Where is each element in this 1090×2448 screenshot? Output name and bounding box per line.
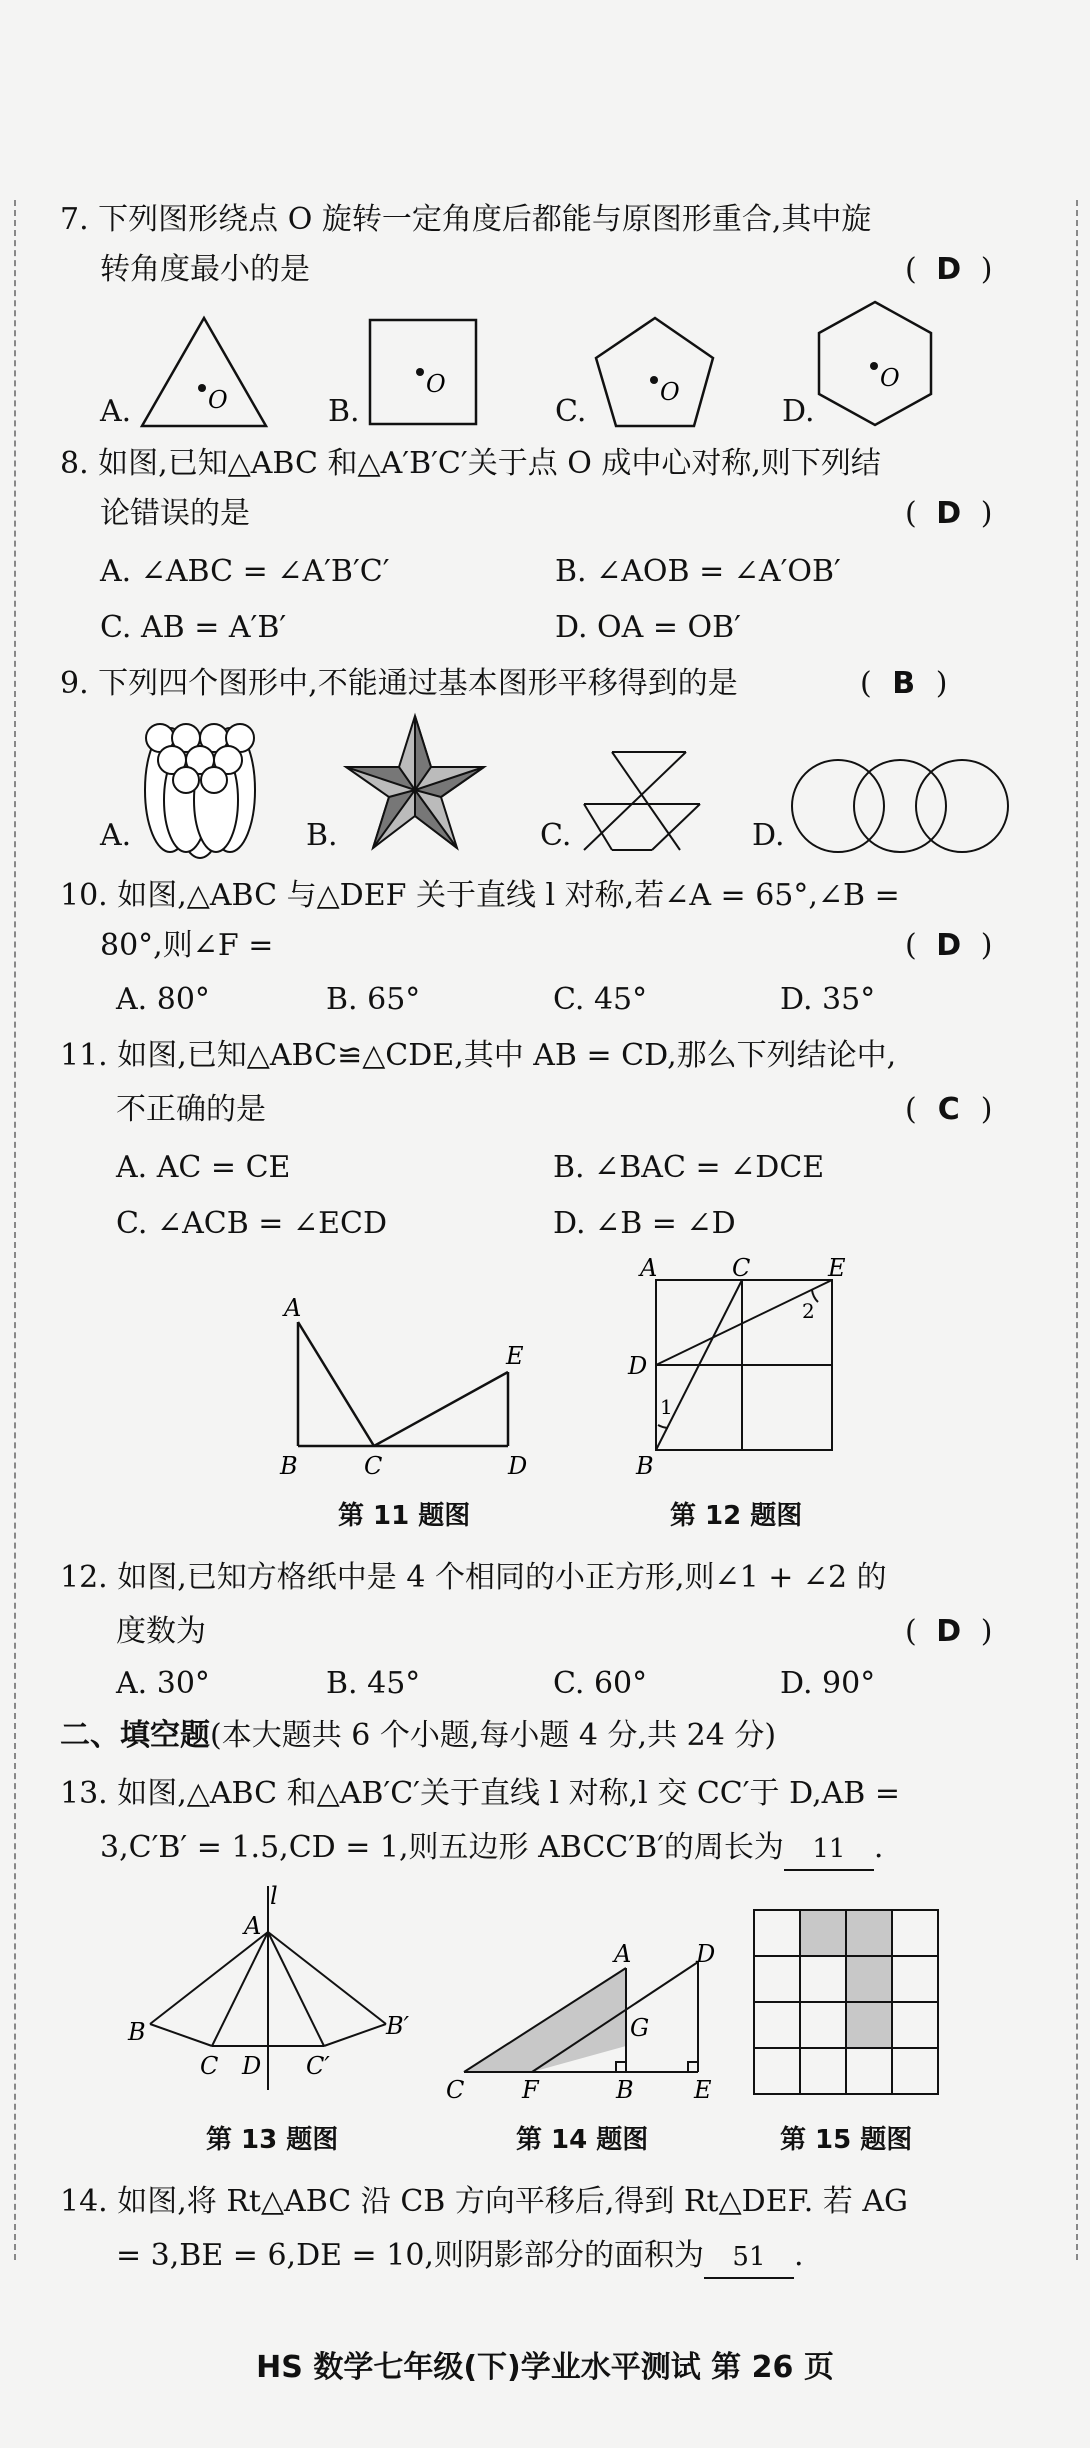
- fig12-angle-2: 2: [802, 1299, 815, 1323]
- q10-stem-line2: 80°,则∠F =: [100, 928, 274, 963]
- q14-stem-line2: = 3,BE = 6,DE = 10,则阴影部分的面积为 51 .: [116, 2236, 804, 2279]
- section2-title: 二、填空题: [60, 1718, 210, 1753]
- q10-option-b: B. 65°: [326, 982, 421, 1017]
- q8-answer: ( D ): [905, 496, 993, 531]
- q11-option-a: A. AC = CE: [116, 1150, 291, 1185]
- q7-option-d: D.: [782, 394, 815, 429]
- q9-option-b: B.: [306, 818, 338, 853]
- fig12-caption: 第 12 题图: [670, 1501, 803, 1531]
- q13-stem-line1: 13. 如图,△ABC 和△AB′C′关于直线 l 对称,l 交 CC′于 D,AB =: [60, 1776, 900, 1811]
- q7-center-label-b: O: [426, 370, 446, 398]
- q8-option-b: B. ∠AOB = ∠A′OB′: [555, 554, 841, 589]
- q7-option-a: A.: [100, 394, 132, 429]
- q9-option-c: C.: [540, 818, 572, 853]
- q12-option-c: C. 60°: [553, 1666, 648, 1701]
- fig14-label-c: C: [446, 2076, 465, 2104]
- q12-option-a: A. 30°: [116, 1666, 210, 1701]
- fig11-label-a: A: [284, 1294, 302, 1322]
- fig11-label-d: D: [508, 1452, 528, 1480]
- fig14-label-e: E: [694, 2076, 712, 2104]
- fig15-diagram: [754, 1910, 938, 2094]
- q11-stem-line2: 不正确的是: [116, 1092, 266, 1127]
- q8-option-a: A. ∠ABC = ∠A′B′C′: [100, 554, 390, 589]
- fig14-label-d: D: [696, 1940, 716, 1968]
- fig14-label-a: A: [614, 1940, 632, 1968]
- fig14-caption: 第 14 题图: [516, 2125, 649, 2155]
- q8-option-d: D. OA = OB′: [555, 610, 741, 645]
- fig12-label-d: D: [628, 1352, 648, 1380]
- q8-option-c: C. AB = A′B′: [100, 610, 287, 645]
- q7-stem-line1: 7. 下列图形绕点 O 旋转一定角度后都能与原图形重合,其中旋: [60, 202, 872, 237]
- fig11-caption: 第 11 题图: [338, 1501, 471, 1531]
- q7-option-b: B.: [328, 394, 360, 429]
- q11-answer: ( C ): [905, 1092, 993, 1127]
- fig13-caption: 第 13 题图: [206, 2125, 339, 2155]
- page-footer: HS 数学七年级(下)学业水平测试 第 26 页: [256, 2350, 834, 2385]
- fig14-label-f: F: [522, 2076, 539, 2104]
- q14-stem-line1: 14. 如图,将 Rt△ABC 沿 CB 方向平移后,得到 Rt△DEF. 若 AG: [60, 2184, 908, 2219]
- fig13-diagram: [150, 1886, 386, 2090]
- q7-center-label-a: O: [208, 386, 228, 414]
- q11-option-c: C. ∠ACB = ∠ECD: [116, 1206, 388, 1241]
- q8-stem-line2: 论错误的是: [100, 496, 250, 531]
- fig12-angle-1: 1: [660, 1395, 673, 1419]
- section2-note: (本大题共 6 个小题,每小题 4 分,共 24 分): [210, 1718, 777, 1753]
- fig11-label-b: B: [280, 1452, 298, 1480]
- q9-option-d: D.: [752, 818, 785, 853]
- q9-answer: ( B ): [860, 666, 948, 701]
- fig12-label-a: A: [640, 1254, 658, 1282]
- q12-answer: ( D ): [905, 1614, 993, 1649]
- q13-answer-blank: 11: [784, 1829, 874, 1871]
- q11-stem-line1: 11. 如图,已知△ABC≌△CDE,其中 AB = CD,那么下列结论中,: [60, 1038, 897, 1073]
- fig13-label-l: l: [270, 1882, 278, 1910]
- fig14-label-g: G: [630, 2014, 650, 2042]
- q10-option-c: C. 45°: [553, 982, 648, 1017]
- q12-stem-line1: 12. 如图,已知方格纸中是 4 个相同的小正方形,则∠1 + ∠2 的: [60, 1560, 887, 1595]
- q12-option-b: B. 45°: [326, 1666, 421, 1701]
- fig13-label-a: A: [244, 1912, 262, 1940]
- fig12-label-e: E: [828, 1254, 846, 1282]
- q9-option-a: A.: [100, 818, 132, 853]
- q7-center-label-c: O: [660, 378, 680, 406]
- q10-option-d: D. 35°: [780, 982, 876, 1017]
- q7-center-label-d: O: [880, 364, 900, 392]
- fig13-label-c-prime: C′: [306, 2052, 330, 2080]
- fig13-label-b-prime: B′: [386, 2012, 410, 2040]
- fig13-label-d: D: [242, 2052, 262, 2080]
- q14-answer-blank: 51: [704, 2237, 794, 2279]
- q9-stem-line1: 9. 下列四个图形中,不能通过基本图形平移得到的是: [60, 666, 738, 701]
- q11-option-d: D. ∠B = ∠D: [553, 1206, 736, 1241]
- fig11-label-c: C: [364, 1452, 383, 1480]
- q10-option-a: A. 80°: [116, 982, 210, 1017]
- q10-stem-line1: 10. 如图,△ABC 与△DEF 关于直线 l 对称,若∠A = 65°,∠B =: [60, 878, 900, 913]
- fig13-label-c: C: [200, 2052, 219, 2080]
- q10-answer: ( D ): [905, 928, 993, 963]
- q7-answer: ( D ): [905, 252, 993, 287]
- fig15-caption: 第 15 题图: [780, 2125, 913, 2155]
- q12-stem-line2: 度数为: [116, 1614, 206, 1649]
- fig12-label-c: C: [732, 1254, 751, 1282]
- fig11-label-e: E: [506, 1342, 524, 1370]
- q11-option-b: B. ∠BAC = ∠DCE: [553, 1150, 825, 1185]
- fig14-diagram: [464, 1962, 698, 2072]
- fig14-label-b: B: [616, 2076, 634, 2104]
- q13-stem-line2: 3,C′B′ = 1.5,CD = 1,则五边形 ABCC′B′的周长为 11 .: [100, 1828, 883, 1871]
- q7-stem-line2: 转角度最小的是: [100, 252, 310, 287]
- fig13-label-b: B: [128, 2018, 146, 2046]
- q7-option-c: C.: [555, 394, 587, 429]
- fig12-label-b: B: [636, 1452, 654, 1480]
- q8-stem-line1: 8. 如图,已知△ABC 和△A′B′C′关于点 O 成中心对称,则下列结: [60, 446, 881, 481]
- q12-option-d: D. 90°: [780, 1666, 876, 1701]
